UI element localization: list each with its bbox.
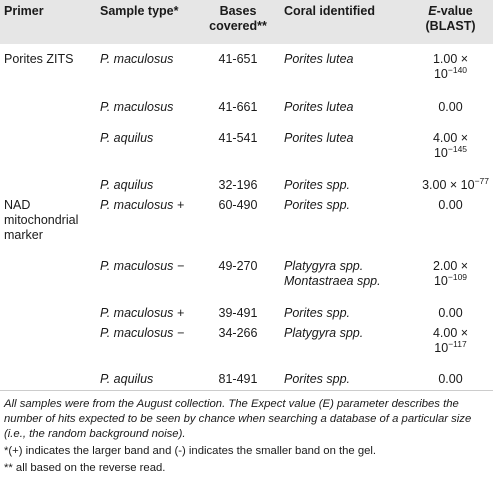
coral-text: Porites lutea (284, 52, 354, 66)
cell-evalue (408, 122, 493, 169)
table-row (0, 44, 493, 91)
sample-text: P. aquilus (100, 177, 154, 192)
table-row (0, 122, 493, 169)
sample-text: P. maculosus − (100, 325, 185, 340)
cell-primer (0, 297, 96, 323)
footnote-sample-type: *(+) indicates the larger band and (-) indicates the smaller band on the gel. (4, 445, 377, 457)
coral-text: Porites lutea (284, 130, 354, 145)
table-row (0, 195, 493, 257)
evalue-exponent: −117 (448, 338, 467, 349)
header-primer-label: Primer (4, 4, 44, 18)
footnote-main: All samples were from the August collection. The Expect value (E) parameter describes the number of hits expected to be seen by chance when searching a database of a particular size (i.e., the random background noise). (4, 398, 472, 440)
header-evalue-line2: (BLAST) (425, 19, 476, 33)
primer-text: Porites ZITS (4, 52, 74, 66)
bases-text: 41-651 (218, 52, 258, 66)
cell-coral (280, 169, 408, 195)
bases-text: 32-196 (218, 177, 258, 192)
cell-sample (96, 169, 196, 195)
cell-bases (196, 297, 280, 323)
header-evalue-rest: -value (436, 4, 473, 18)
header-evalue-e: E (428, 4, 437, 18)
table-row (0, 169, 493, 195)
cell-sample (96, 122, 196, 169)
header-coral-label: Coral identified (284, 4, 375, 18)
coral-text: Porites spp. (284, 371, 351, 386)
cell-bases (196, 257, 280, 297)
bases-text: 60-490 (218, 197, 258, 212)
evalue-text: 0.00 (438, 371, 463, 386)
cell-coral (280, 122, 408, 169)
bases-text: 41-541 (218, 130, 258, 145)
bases-text: 34-266 (218, 325, 258, 340)
header-bases-covered (196, 0, 280, 44)
cell-sample (96, 44, 196, 91)
cell-sample (96, 297, 196, 323)
table-header-row (0, 0, 493, 44)
cell-coral (280, 44, 408, 91)
cell-primer (0, 257, 96, 297)
bases-text: 81-491 (218, 371, 258, 386)
cell-evalue (408, 257, 493, 297)
evalue-base: 10 (433, 273, 448, 288)
sample-text: P. maculosus + (100, 197, 185, 212)
header-sample-type-label: Sample type* (100, 4, 179, 18)
evalue-mantissa: 1.00 × (432, 52, 469, 66)
cell-bases (196, 195, 280, 257)
cell-sample (96, 195, 196, 257)
header-evalue (408, 0, 493, 44)
sample-text: P. maculosus (100, 52, 174, 66)
cell-bases (196, 91, 280, 122)
header-sample-type (96, 0, 196, 44)
cell-primer (0, 169, 96, 195)
bases-text: 49-270 (218, 258, 258, 273)
table-row (0, 91, 493, 122)
table-row (0, 297, 493, 323)
bases-text: 39-491 (218, 305, 258, 320)
header-bases-line1: Bases (219, 4, 257, 18)
cell-bases (196, 323, 280, 363)
evalue-base: 10 (434, 340, 449, 355)
cell-evalue (408, 169, 493, 195)
evalue-exponent: −109 (447, 271, 468, 282)
primer-line3: marker (4, 227, 43, 242)
coral-text: Porites spp. (284, 197, 351, 212)
cell-bases (196, 363, 280, 389)
cell-evalue (408, 91, 493, 122)
cell-coral (280, 363, 408, 389)
header-primer (0, 0, 96, 44)
evalue-exponent: −140 (447, 64, 468, 75)
table-row (0, 257, 493, 297)
cell-sample (96, 323, 196, 363)
evalue-mantissa: 4.00 × (432, 325, 469, 340)
evalue-base: 10 (433, 145, 448, 160)
footnote-bases: ** all based on the reverse read. (4, 462, 166, 474)
primer-line2: mitochondrial (4, 212, 79, 227)
cell-bases (196, 44, 280, 91)
cell-primer (0, 323, 96, 363)
table-divider (0, 390, 493, 391)
table-row (0, 363, 493, 389)
evalue-exponent: −77 (474, 175, 489, 186)
cell-primer (0, 44, 96, 91)
evalue-mantissa: 2.00 × (432, 258, 469, 273)
cell-sample (96, 91, 196, 122)
evalue-base: 10 (433, 67, 448, 81)
sample-text: P. aquilus (100, 371, 154, 386)
cell-evalue (408, 195, 493, 257)
primer-line1: NAD (4, 197, 31, 212)
cell-coral (280, 257, 408, 297)
cell-coral (280, 323, 408, 363)
evalue-text: 0.00 (438, 305, 463, 320)
cell-bases (196, 122, 280, 169)
cell-evalue (408, 44, 493, 91)
cell-evalue (408, 297, 493, 323)
coral-text: Platygyra spp. (284, 325, 364, 340)
cell-sample (96, 257, 196, 297)
cell-primer (0, 363, 96, 389)
coral-text: Porites lutea (284, 99, 354, 114)
cell-bases (196, 169, 280, 195)
coral-text: Porites spp. (284, 177, 351, 192)
evalue-exponent: −145 (447, 143, 468, 154)
cell-evalue (408, 323, 493, 363)
evalue-inline: 3.00 × 10 (422, 177, 475, 192)
coral-text-2: Montastraea spp. (284, 273, 381, 288)
sample-text: P. maculosus − (100, 258, 185, 273)
sample-text: P. maculosus + (100, 305, 185, 320)
evalue-text: 0.00 (438, 197, 463, 212)
sample-text: P. maculosus (100, 99, 174, 114)
cell-coral (280, 195, 408, 257)
coral-text: Porites spp. (284, 305, 351, 320)
cell-coral (280, 297, 408, 323)
bases-text: 41-661 (218, 99, 258, 114)
evalue-text: 0.00 (438, 99, 463, 114)
cell-primer (0, 122, 96, 169)
cell-primer (0, 195, 96, 257)
cell-evalue (408, 363, 493, 389)
cell-coral (280, 91, 408, 122)
coral-text: Platygyra spp. (284, 258, 364, 273)
cell-primer (0, 91, 96, 122)
table-row (0, 323, 493, 363)
table-footnotes (4, 397, 489, 478)
cell-sample (96, 363, 196, 389)
evalue-mantissa: 4.00 × (432, 130, 469, 145)
header-bases-line2: covered** (209, 19, 267, 33)
sample-text: P. aquilus (100, 130, 154, 145)
header-coral-identified (280, 0, 408, 44)
